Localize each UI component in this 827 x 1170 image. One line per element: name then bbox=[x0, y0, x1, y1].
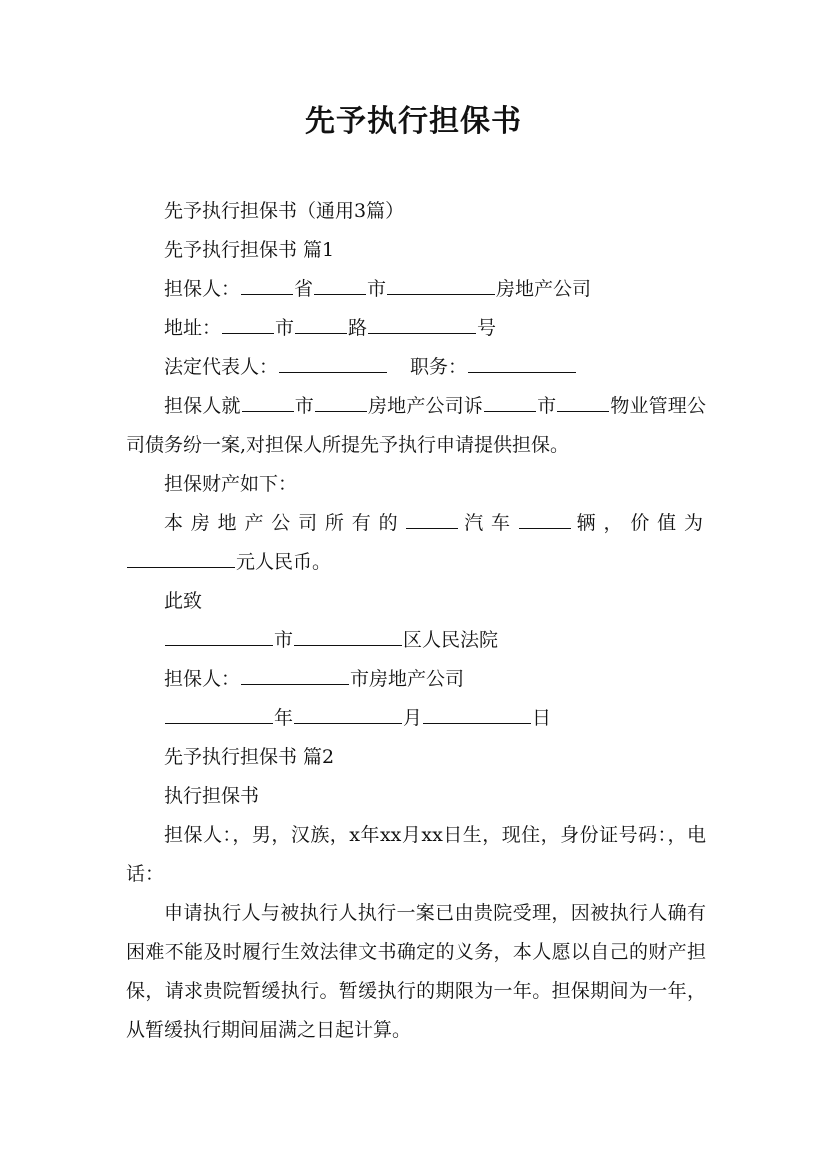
blank-city bbox=[314, 274, 366, 295]
document-body bbox=[126, 192, 706, 1050]
section2-doc-title: 执行担保书 bbox=[164, 785, 260, 807]
para1-b: 市 bbox=[294, 395, 314, 417]
court-name: 区人民法院 bbox=[403, 629, 499, 651]
blank-p1-3 bbox=[484, 391, 536, 412]
blank-province bbox=[241, 274, 293, 295]
blank-month bbox=[294, 703, 402, 724]
signer-line bbox=[126, 660, 706, 699]
document-title: 先予执行担保书 bbox=[305, 104, 522, 139]
legal-rep-line bbox=[126, 348, 706, 387]
road-text: 路 bbox=[348, 317, 368, 339]
blank-value bbox=[127, 547, 235, 568]
blank-p1-4 bbox=[557, 391, 609, 412]
blank-address-city bbox=[222, 313, 274, 334]
address-line bbox=[126, 309, 706, 348]
section2-body: 申请执行人与被执行人执行一案已由贵院受理，因被执行人确有困难不能及时履行生效法律文书确定的义务，本人愿以自己的财产担保，请求贵院暂缓执行。暂缓执行的期限为一年。担保期间为一年，从暂缓执行期间届满之日起计算。 bbox=[126, 902, 706, 1041]
salutation: 此致 bbox=[164, 590, 203, 612]
court-line bbox=[126, 621, 706, 660]
guarantor-label: 担保人： bbox=[164, 278, 241, 300]
date-day: 日 bbox=[532, 707, 552, 729]
blank-day bbox=[423, 703, 531, 724]
blank-signer bbox=[241, 664, 349, 685]
blank-company bbox=[387, 274, 495, 295]
para1-e: 物业管理公司债务纷一案,对担保人所提先予执行申请提供担保。 bbox=[126, 395, 706, 456]
address-city-text: 市 bbox=[275, 317, 295, 339]
blank-vehicle bbox=[406, 508, 458, 529]
subtitle: 先予执行担保书（通用3篇） bbox=[164, 200, 405, 222]
guarantor-info: 担保人：，男，汉族，x年xx月xx日生，现住，身份证号码：，电话： bbox=[126, 824, 706, 885]
property-b: 汽车 bbox=[459, 512, 518, 534]
position-label: 职务： bbox=[410, 356, 468, 378]
property-d: 元人民币。 bbox=[236, 551, 332, 573]
court-city: 市 bbox=[274, 629, 294, 651]
date-line bbox=[126, 699, 706, 738]
para1-a: 担保人就 bbox=[164, 395, 241, 417]
property-a: 本房地产公司所有的 bbox=[164, 512, 406, 534]
property-c: 辆，价值为 bbox=[571, 512, 706, 534]
section2-heading: 先予执行担保书 篇2 bbox=[164, 746, 335, 768]
company-text: 房地产公司 bbox=[496, 278, 592, 300]
legal-rep-label: 法定代表人： bbox=[164, 356, 279, 378]
address-label: 地址： bbox=[164, 317, 222, 339]
blank-court-city bbox=[165, 625, 273, 646]
signer-company: 市房地产公司 bbox=[350, 668, 465, 690]
property-intro: 担保财产如下： bbox=[164, 473, 298, 495]
signer-label: 担保人： bbox=[164, 668, 241, 690]
city-text: 市 bbox=[367, 278, 387, 300]
province-text: 省 bbox=[294, 278, 314, 300]
para1-d: 市 bbox=[536, 395, 557, 417]
blank-position bbox=[468, 352, 576, 373]
blank-court-district bbox=[294, 625, 402, 646]
paragraph-dispute bbox=[126, 387, 706, 465]
blank-year bbox=[165, 703, 273, 724]
date-year: 年 bbox=[274, 707, 294, 729]
blank-p1-1 bbox=[242, 391, 294, 412]
blank-p1-2 bbox=[315, 391, 367, 412]
date-month: 月 bbox=[403, 707, 423, 729]
blank-legal-rep bbox=[279, 352, 387, 373]
blank-count bbox=[519, 508, 571, 529]
section1-heading: 先予执行担保书 篇1 bbox=[164, 239, 335, 261]
property-paragraph bbox=[126, 504, 706, 582]
blank-road bbox=[295, 313, 347, 334]
blank-number bbox=[368, 313, 476, 334]
para1-c: 房地产公司诉 bbox=[367, 395, 483, 417]
number-text: 号 bbox=[477, 317, 497, 339]
guarantor-line bbox=[126, 270, 706, 309]
